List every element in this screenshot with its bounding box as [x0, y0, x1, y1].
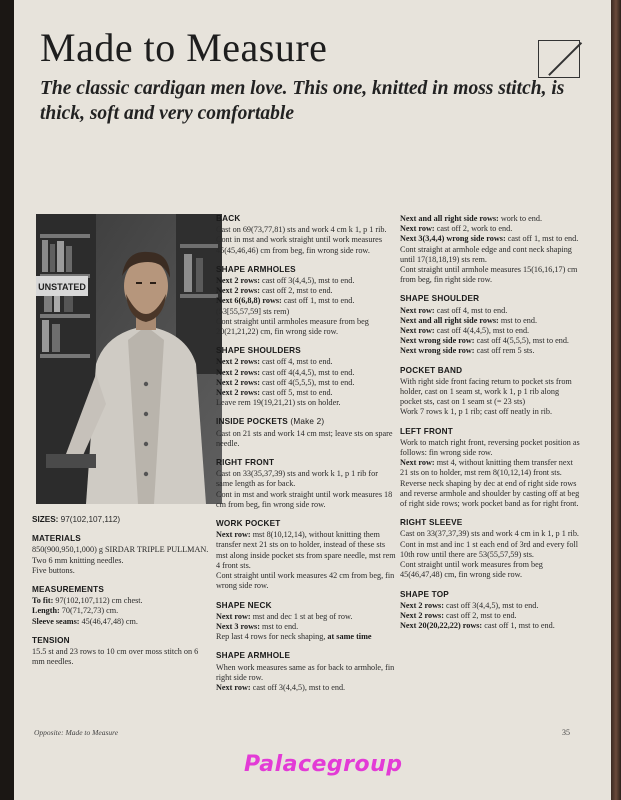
- instruction-text: Leave rem 19(19,21,21) sts on holder.: [216, 398, 341, 408]
- instruction-bold: Next 2 rows:: [216, 357, 260, 367]
- diagonal-box-icon: [538, 40, 580, 78]
- instruction-text: mst 4, without knitting them transfer next 21 sts on to holder, mst rem 8(10,12,14) front sts.: [400, 458, 573, 478]
- instruction-line: [216, 378, 396, 388]
- instruction-text: Work 7 rows k 1, p 1 rib; cast off neatly in rib.: [400, 407, 552, 417]
- section-line: 850(900,950,1,000) g SIRDAR TRIPLE PULLMAN.: [32, 545, 209, 555]
- section-heading: [216, 346, 396, 356]
- section-heading: [400, 366, 580, 376]
- page-number: 35: [562, 728, 570, 737]
- instruction-bold: Next and all right side rows:: [400, 214, 499, 223]
- instruction-line: [400, 621, 580, 631]
- instruction-line: [400, 346, 580, 356]
- instruction-text: cast off 3(4,4,5), mst to end.: [259, 276, 355, 286]
- measurement-line: [32, 606, 212, 616]
- instruction-text: cast off rem 5 sts.: [474, 346, 535, 356]
- heading-text: SHAPE NECK: [216, 600, 272, 610]
- instruction-text: Cont in mst and work straight until work measures 18 cm from beg, fin wrong side row.: [216, 489, 393, 509]
- instruction-text: Cont straight until work measures 42 cm from beg, fin wrong side row.: [216, 571, 395, 591]
- measurement-label: To fit:: [32, 596, 54, 606]
- measurement-line: [32, 596, 212, 606]
- instruction-text: Cast on 33(37,37,39) sts and work 4 cm in k 1, p 1 rib.: [400, 529, 579, 539]
- instruction-line: [216, 663, 396, 683]
- instruction-text: cast off 2, work to end.: [434, 224, 513, 234]
- measurement-value: 70(71,72,73) cm.: [59, 606, 119, 616]
- heading-text: SHAPE ARMHOLE: [216, 651, 291, 661]
- instruction-bold: Next row:: [216, 530, 251, 540]
- instruction-line: [216, 429, 396, 449]
- section-heading: [216, 417, 396, 427]
- section-heading: [216, 214, 396, 224]
- instruction-line: [216, 225, 396, 256]
- instruction-line: [400, 438, 580, 458]
- instruction-text: cast off 1, mst to end.: [482, 621, 555, 631]
- heading-text: SHAPE ARMHOLES: [216, 264, 296, 274]
- section-line: Five buttons.: [32, 565, 75, 575]
- instruction-text: cast off 4(4,4,5), mst to end.: [259, 367, 355, 377]
- instruction-text: Cont straight until armholes measure from beg 20(21,21,22) cm, fin wrong side row.: [216, 316, 369, 337]
- heading-text: INSIDE POCKETS: [216, 417, 288, 427]
- instruction-bold: Next row:: [400, 305, 435, 315]
- instruction-bold: Next and all right side rows:: [400, 315, 499, 325]
- heading-text: RIGHT SLEEVE: [400, 518, 463, 528]
- section-line: Two 6 mm knitting needles.: [32, 555, 124, 565]
- instruction-bold: Next row:: [400, 224, 435, 234]
- page-title: Made to Measure: [40, 25, 328, 70]
- instruction-line: [400, 458, 580, 478]
- heading-text: LEFT FRONT: [400, 426, 453, 436]
- instruction-bold: Next 2 rows:: [216, 276, 260, 286]
- sizes-value: 97(102,107,112): [60, 515, 121, 524]
- measurement-label: Length:: [32, 606, 60, 616]
- instruction-text: mst to end.: [259, 621, 299, 631]
- page-edge: [611, 0, 621, 800]
- instruction-bold: Next row:: [400, 458, 435, 468]
- section-heading: [400, 294, 580, 304]
- instruction-line: [216, 622, 396, 632]
- instruction-line: [216, 276, 396, 286]
- instruction-bold: Next 6(6,8,8) rows:: [216, 296, 282, 306]
- instruction-text: cast off 1, mst to end. (53[55,57,59] sts rem): [216, 296, 355, 316]
- instruction-text: cast off 3(4,4,5), mst to end.: [443, 600, 539, 610]
- instruction-line: [400, 560, 580, 580]
- instruction-bold: Next wrong side row:: [400, 346, 475, 356]
- instruction-bold: Next 3 rows:: [216, 621, 260, 631]
- section-heading: TENSION: [32, 635, 70, 645]
- instruction-bold: Next 2 rows:: [216, 286, 260, 296]
- section-heading: [400, 427, 580, 437]
- heading-note: (Make 2): [287, 417, 325, 427]
- instruction-line: [216, 612, 396, 622]
- instruction-line: [216, 357, 396, 367]
- heading-text: RIGHT FRONT: [216, 458, 275, 468]
- instruction-line: [400, 234, 580, 244]
- instruction-line: [216, 530, 396, 571]
- sizes-line: [32, 515, 212, 525]
- instruction-line: [216, 571, 396, 591]
- heading-text: BACK: [216, 214, 241, 223]
- instruction-text: Cast on 69(73,77,81) sts and work 4 cm k 1, p 1 rib. Cont in mst and work straight until work measures 45(45,46,46) cm from beg, fin wrong side row.: [216, 225, 387, 255]
- instruction-line: [400, 336, 580, 346]
- instruction-line: [216, 683, 396, 693]
- instruction-line: [400, 326, 580, 336]
- model-photo: [36, 214, 222, 504]
- instruction-text: Cont straight until work measures from beg 45(46,47,48) cm, fin wrong side row.: [400, 560, 543, 580]
- instruction-text: Work to match right front, reversing pocket position as follows: fin wrong side row.: [400, 437, 580, 458]
- instruction-bold: Next row:: [216, 682, 251, 692]
- instruction-text: cast off 1, mst to end.: [505, 234, 579, 244]
- section-heading: [216, 265, 396, 275]
- instruction-line: [400, 306, 580, 316]
- instruction-text: cast off 2, mst to end.: [259, 286, 333, 296]
- instruction-bold: Next row:: [400, 326, 435, 336]
- instruction-line: [216, 469, 396, 489]
- heading-text: WORK POCKET: [216, 519, 281, 529]
- instruction-bold-tail: at same time: [325, 632, 372, 642]
- instruction-line: [216, 490, 396, 510]
- section-heading: [400, 590, 580, 600]
- instruction-text: Reverse neck shaping by dec at end of right side rows and reverse armhole and shoulder by casting off at beg of right side rows; work pocket band as for right front.: [400, 478, 580, 509]
- instruction-line: [216, 286, 396, 296]
- instruction-line: [400, 265, 580, 285]
- section-line: 15.5 st and 23 rows to 10 cm over moss stitch on 6 mm needles.: [32, 647, 199, 667]
- instruction-line: [400, 407, 580, 417]
- heading-text: SHAPE SHOULDERS: [216, 346, 301, 356]
- instruction-line: [400, 540, 580, 560]
- right-column: [400, 214, 580, 631]
- section-heading: MEASUREMENTS: [32, 585, 104, 595]
- shop-sign: UNSTATED: [38, 282, 86, 292]
- sizes-label: SIZES:: [32, 515, 59, 524]
- instruction-line: [400, 245, 580, 265]
- middle-column: [216, 214, 396, 693]
- instruction-line: [216, 632, 396, 642]
- instruction-text: mst 8(10,12,14), without knitting them transfer next 21 sts on to holder, instead of these sts mst along inside pocket sts from spare needle, mst rem 4 front sts.: [216, 530, 396, 570]
- heading-text: SHAPE SHOULDER: [400, 294, 480, 304]
- instruction-text: cast off 4(5,5,5), mst to end.: [474, 336, 569, 346]
- instruction-text: Cont in mst and inc 1 st each end of 3rd and every foll 10th row until there are 53(55,57,59) sts.: [400, 539, 579, 559]
- photo-caption: Opposite: Made to Measure: [34, 728, 119, 737]
- instruction-text: With right side front facing return to pocket sts from holder, cast on 1 seam st, work k 1, p 1 rib along pocket sts, cast on 1 seam st (= 23 sts): [400, 376, 572, 407]
- instruction-text: Cast on 21 sts and work 14 cm mst; leave sts on spare needle.: [216, 428, 393, 448]
- instruction-bold: Next 2 rows:: [400, 610, 444, 620]
- instruction-bold: Next wrong side row:: [400, 336, 475, 346]
- heading-text: SHAPE TOP: [400, 589, 449, 599]
- heading-text: POCKET BAND: [400, 365, 463, 375]
- section-heading: [400, 518, 580, 528]
- instruction-line: [400, 224, 580, 234]
- instruction-text: Cast on 33(35,37,39) sts and work k 1, p 1 rib for same length as for back.: [216, 469, 378, 489]
- instruction-text: Rep last 4 rows for neck shaping,: [216, 632, 326, 642]
- instruction-text: work to end.: [498, 214, 543, 223]
- instruction-text: cast off 4, mst to end.: [259, 357, 333, 367]
- instruction-line: [400, 479, 580, 510]
- instruction-line: [216, 296, 396, 316]
- instruction-line: [216, 368, 396, 378]
- subtitle: The classic cardigan men love. This one, knitted in moss stitch, is thick, soft and very comfortable: [40, 78, 565, 124]
- instruction-line: [216, 317, 396, 337]
- instruction-text: Cont straight until armhole measures 15(16,16,17) cm from beg, fin right side row.: [400, 265, 578, 285]
- instruction-line: [400, 316, 580, 326]
- instruction-bold: Next 2 rows:: [216, 367, 260, 377]
- watermark-text: Palacegroup: [244, 752, 403, 777]
- instruction-bold: Next 2 rows:: [216, 388, 260, 398]
- instruction-bold: Next 2 rows:: [400, 600, 444, 610]
- instruction-line: [400, 611, 580, 621]
- instruction-text: cast off 4(4,4,5), mst to end.: [434, 326, 530, 336]
- instruction-text: Cont straight at armhole edge and cont neck shaping until 17(18,18,19) sts rem.: [400, 244, 572, 264]
- measurement-value: 45(46,47,48) cm.: [79, 616, 138, 626]
- section-heading: [216, 519, 396, 529]
- instruction-text: When work measures same as for back to armhole, fin right side row.: [216, 662, 395, 682]
- instruction-text: cast off 5, mst to end.: [259, 388, 333, 398]
- instruction-text: cast off 4(5,5,5), mst to end.: [259, 377, 355, 387]
- instruction-line: [400, 214, 580, 224]
- section-heading: [216, 458, 396, 468]
- magazine-page: [14, 0, 611, 800]
- instruction-text: mst to end.: [498, 315, 538, 325]
- man-in-cardigan-photo: [36, 214, 222, 504]
- instruction-bold: Next 20(20,22,22) rows:: [400, 621, 483, 631]
- instruction-text: cast off 3(4,4,5), mst to end.: [250, 682, 346, 692]
- measurement-value: 97(102,107,112) cm chest.: [53, 596, 143, 606]
- instruction-text: cast off 2, mst to end.: [443, 610, 517, 620]
- instruction-text: cast off 4, mst to end.: [434, 305, 508, 315]
- instruction-text: mst and dec 1 st at beg of row.: [250, 611, 353, 621]
- instruction-bold: Next 3(3,4,4) wrong side rows:: [400, 234, 506, 244]
- left-column: [32, 515, 212, 667]
- instruction-bold: Next 2 rows:: [216, 377, 260, 387]
- section-heading: [216, 601, 396, 611]
- measurement-line: [32, 617, 212, 627]
- measurement-label: Sleeve seams:: [32, 616, 80, 626]
- instruction-line: [400, 529, 580, 539]
- instruction-line: [216, 388, 396, 398]
- section-heading: MATERIALS: [32, 534, 81, 544]
- instruction-line: [400, 377, 580, 408]
- instruction-bold: Next row:: [216, 611, 251, 621]
- instruction-line: [400, 601, 580, 611]
- instruction-line: [216, 398, 396, 408]
- section-heading: [216, 651, 396, 661]
